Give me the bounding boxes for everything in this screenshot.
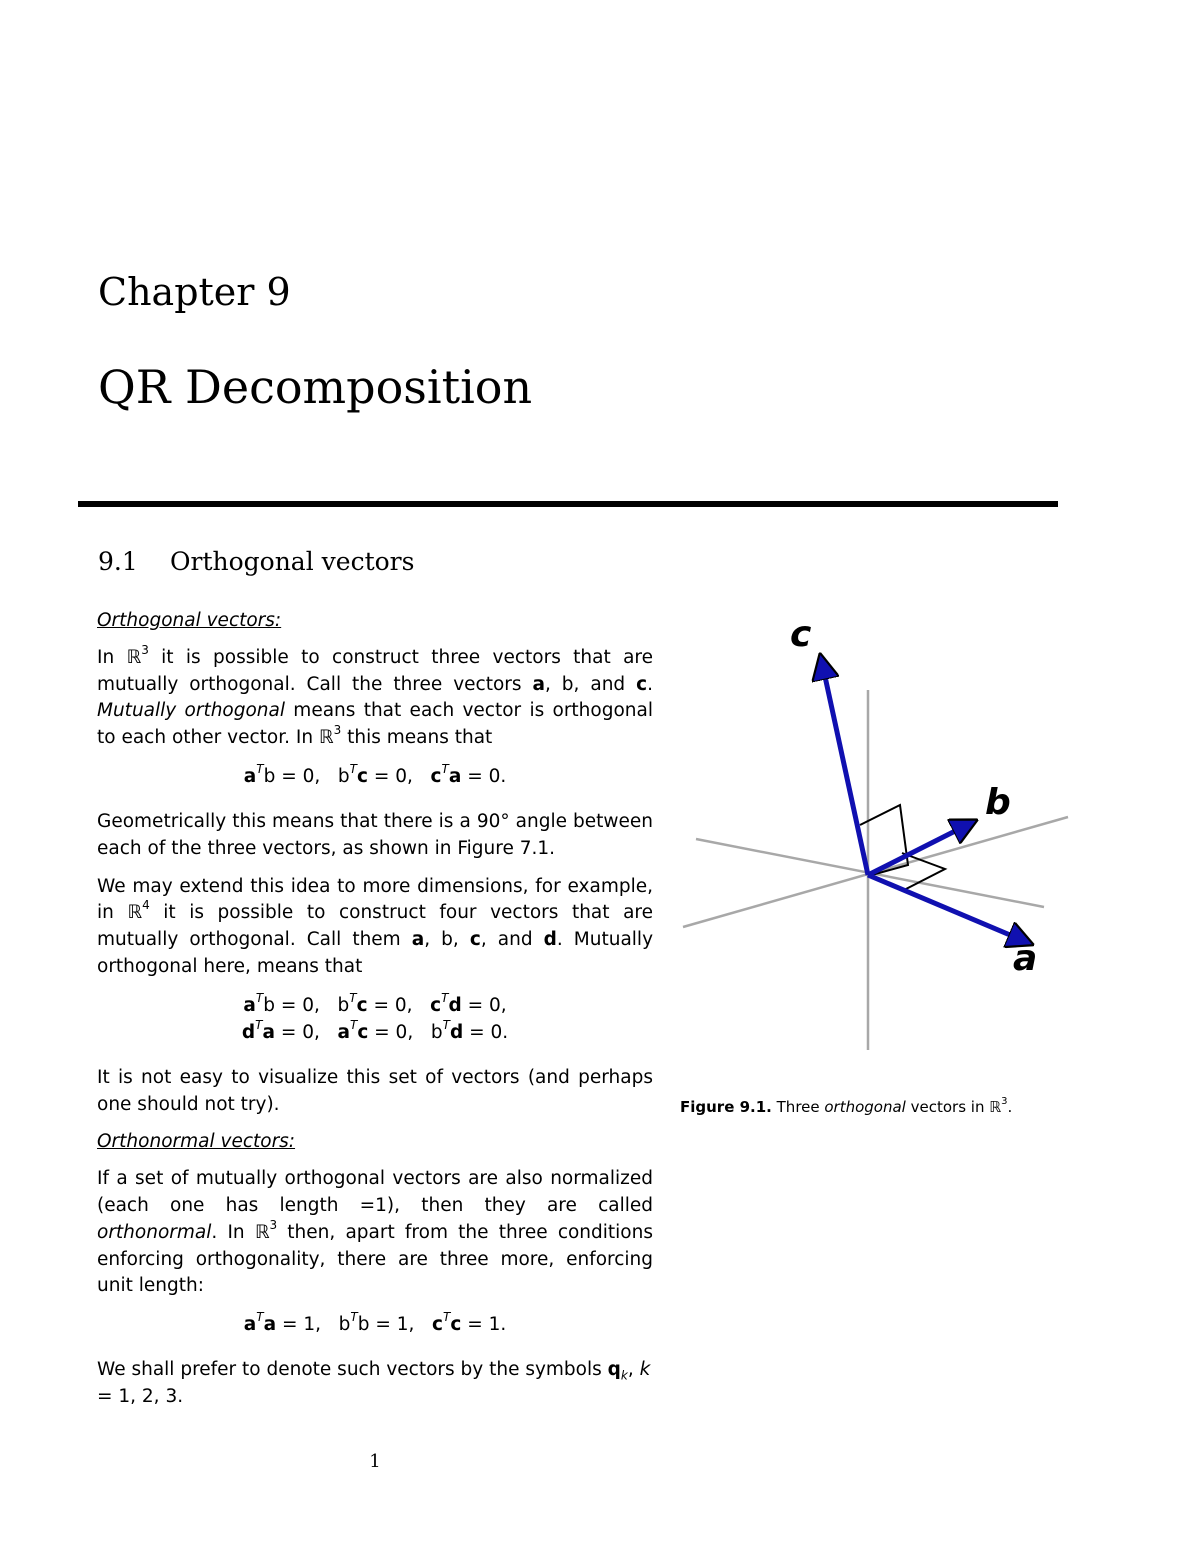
orthonormal-vectors-label: Orthonormal vectors: bbox=[97, 1131, 296, 1153]
main-text-column bbox=[97, 608, 653, 1422]
orthogonal-vectors-figure bbox=[672, 610, 1092, 1060]
section-number: 9.1 bbox=[98, 547, 138, 576]
paragraph-extend: We may extend this idea to more dimensions, for example, in ℝ$^4$ it is possible to construct four vectors that are mutually orthogonal. Call them a, b, c, and d. Mutually orthogonal here, means that bbox=[97, 875, 654, 977]
chapter-divider bbox=[78, 501, 1058, 507]
vector-c-arrow bbox=[821, 658, 868, 875]
paragraph-orthogonal-definition: In ℝ$^3$ it is possible to construct three vectors that are mutually orthogonal. Call the three vectors a, b, and c. Mutually orthogonal means that each vector is orthogonal to each other vector. In ℝ$^3$ this means that bbox=[97, 642, 653, 749]
equation-unit-length bbox=[97, 1311, 653, 1338]
section-title: Orthogonal vectors bbox=[170, 547, 415, 576]
chapter-title: QR Decomposition bbox=[98, 360, 533, 414]
vector-b-label: b bbox=[985, 782, 1011, 823]
paragraph-geometric: Geometrically this means that there is a 90° angle between each of the three vectors, as shown in Figure 7.1. bbox=[97, 810, 653, 859]
vector-c-label: c bbox=[790, 614, 812, 655]
figure-caption: Figure 9.1. Three orthogonal vectors in ℝ$^3$. bbox=[680, 1096, 1013, 1116]
paragraph-symbols: We shall prefer to denote such vectors by the symbols $q_k$, k = 1, 2, 3. bbox=[97, 1359, 651, 1407]
page-number: 1 bbox=[369, 1451, 381, 1472]
equation-orthogonality-3d bbox=[97, 763, 653, 790]
equation-row: $a^Tb = 0$, $b^Tc = 0$, $c^Td = 0$, bbox=[243, 990, 507, 1016]
chapter-label: Chapter 9 bbox=[98, 270, 291, 314]
section-heading bbox=[98, 545, 414, 579]
orthogonal-vectors-label: Orthogonal vectors: bbox=[97, 610, 282, 631]
paragraph-orthonormal-definition: If a set of mutually orthogonal vectors are also normalized (each one has length =1), then they are called orthonormal. In ℝ$^3$ then, apart from the three conditions enforcing orthogonality, there are three more, enforcing unit length: bbox=[97, 1168, 653, 1297]
paragraph-visualize: It is not easy to visualize this set of vectors (and perhaps one should not try). bbox=[97, 1066, 653, 1115]
equation-row: $a^Ta = 1$, $b^Tb = 1$, $c^Tc = 1$. bbox=[243, 1309, 507, 1336]
vector-a-label: a bbox=[1013, 938, 1038, 979]
equation-row: $a^Tb = 0$, $b^Tc = 0$, $c^Ta = 0$. bbox=[243, 761, 507, 787]
vector-a-arrow bbox=[868, 875, 1029, 943]
equation-orthogonality-4d bbox=[97, 992, 653, 1046]
equation-row: $d^Ta = 0$, $a^Tc = 0$, $b^Td = 0$. bbox=[241, 1017, 509, 1043]
